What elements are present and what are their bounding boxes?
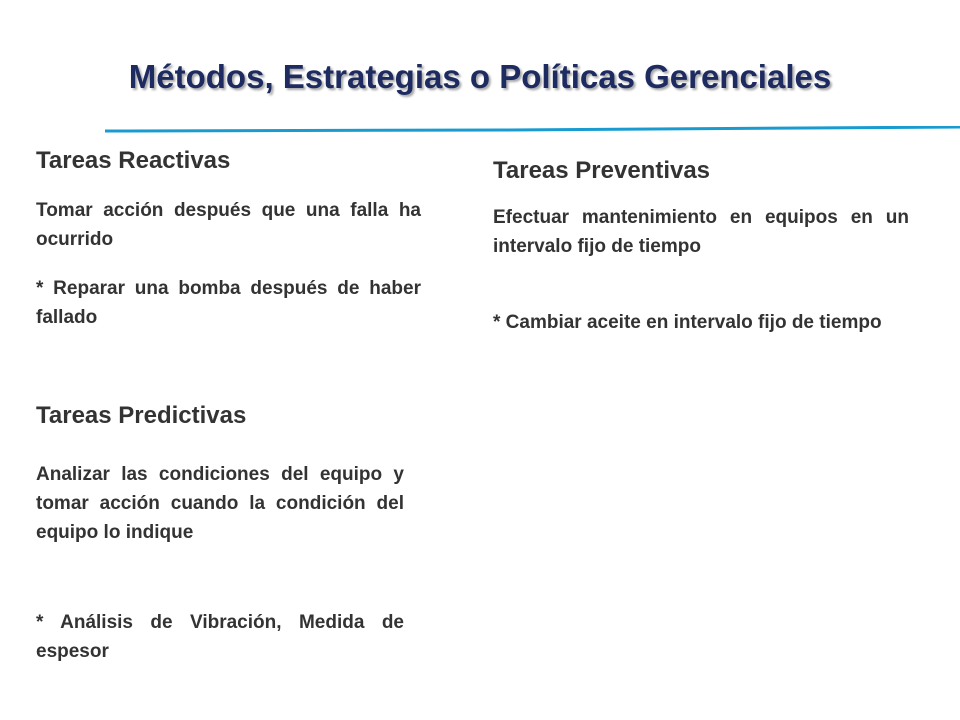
preventivas-description: Efectuar mantenimiento en equipos en un intervalo fijo de tiempo xyxy=(493,207,909,257)
slide-title: Métodos, Estrategias o Políticas Gerenciales xyxy=(128,58,832,95)
heading-predictivas: Tareas Predictivas xyxy=(36,402,247,429)
predictivas-example: * Análisis de Vibración, Medida de espesor xyxy=(36,612,404,662)
preventivas-example: * Cambiar aceite en intervalo fijo de tiempo xyxy=(493,312,882,333)
title-divider xyxy=(105,126,960,133)
heading-reactivas: Tareas Reactivas xyxy=(36,147,231,174)
reactivas-description: Tomar acción después que una falla ha ocurrido xyxy=(36,200,421,250)
predictivas-description: Analizar las condiciones del equipo y tomar acción cuando la condición del equipo lo indique xyxy=(36,464,404,543)
heading-preventivas: Tareas Preventivas xyxy=(493,157,711,184)
reactivas-example: * Reparar una bomba después de haber fallado xyxy=(36,278,421,328)
